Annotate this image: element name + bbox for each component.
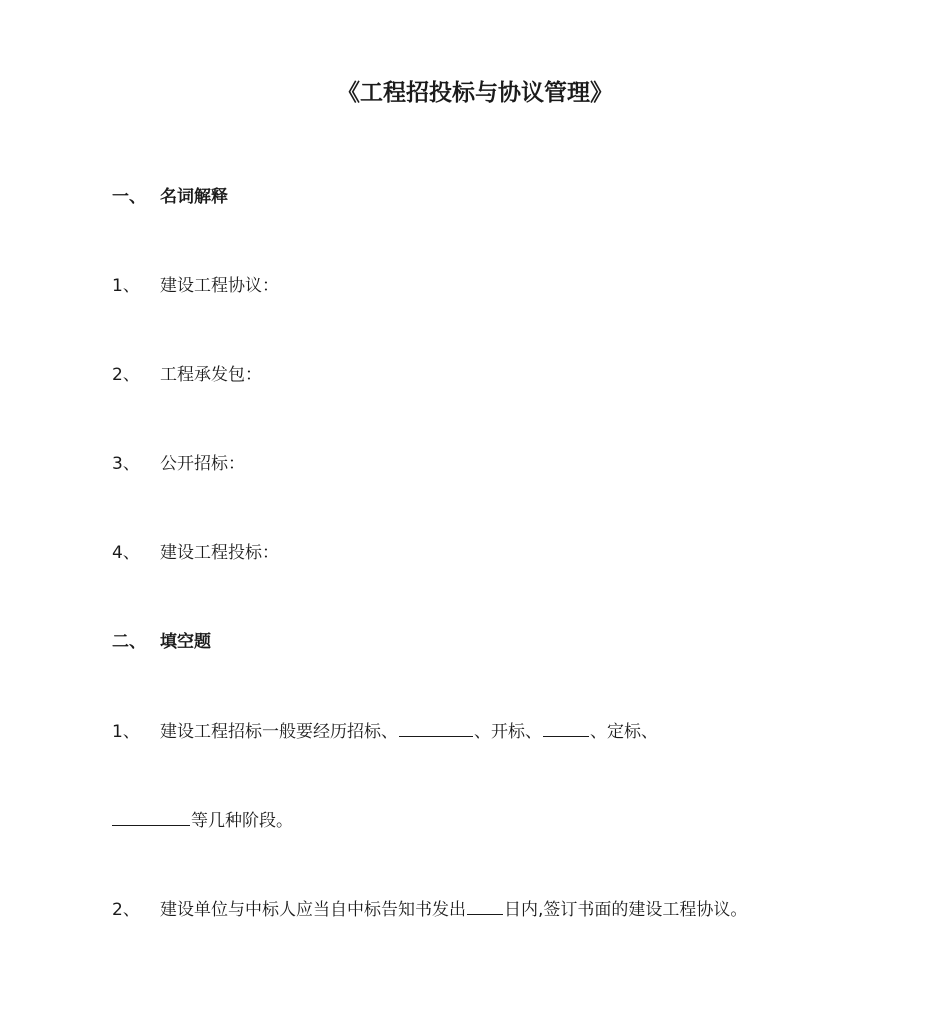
item-text: 、定标、 [590,722,658,742]
term-item [112,273,279,299]
term-item [112,451,245,477]
answer-blank[interactable] [467,896,503,915]
section-title: 填空题 [160,632,211,652]
fill-blank-item [112,718,658,744]
term-item [112,540,279,566]
item-text: 建设工程招标一般要经历招标、 [160,722,398,742]
item-number: 4、 [112,543,140,563]
section-title: 名词解释 [160,187,228,207]
item-text: 建设工程协议： [160,276,279,296]
answer-blank[interactable] [112,807,190,826]
fill-blank-item [112,896,747,922]
answer-blank[interactable] [543,718,589,737]
item-number: 2、 [112,365,140,385]
item-text: 工程承发包： [160,365,262,385]
item-number: 1、 [112,722,140,742]
document-title: 《工程招投标与协议管理》 [337,80,613,106]
item-number: 1、 [112,276,140,296]
item-text: 、开标、 [474,722,542,742]
item-text: 日内,签订书面的建设工程协议。 [504,900,748,920]
section-heading [112,184,228,210]
item-text: 建设工程投标： [160,543,279,563]
section-number: 一、 [112,187,146,207]
term-item [112,362,262,388]
section-heading [112,629,211,655]
answer-blank[interactable] [399,718,473,737]
item-text: 等几种阶段。 [191,811,293,831]
section-number: 二、 [112,632,146,652]
item-number: 2、 [112,900,140,920]
item-number: 3、 [112,454,140,474]
item-text: 公开招标： [160,454,245,474]
fill-blank-continuation [112,807,293,833]
item-text: 建设单位与中标人应当自中标告知书发出 [160,900,466,920]
